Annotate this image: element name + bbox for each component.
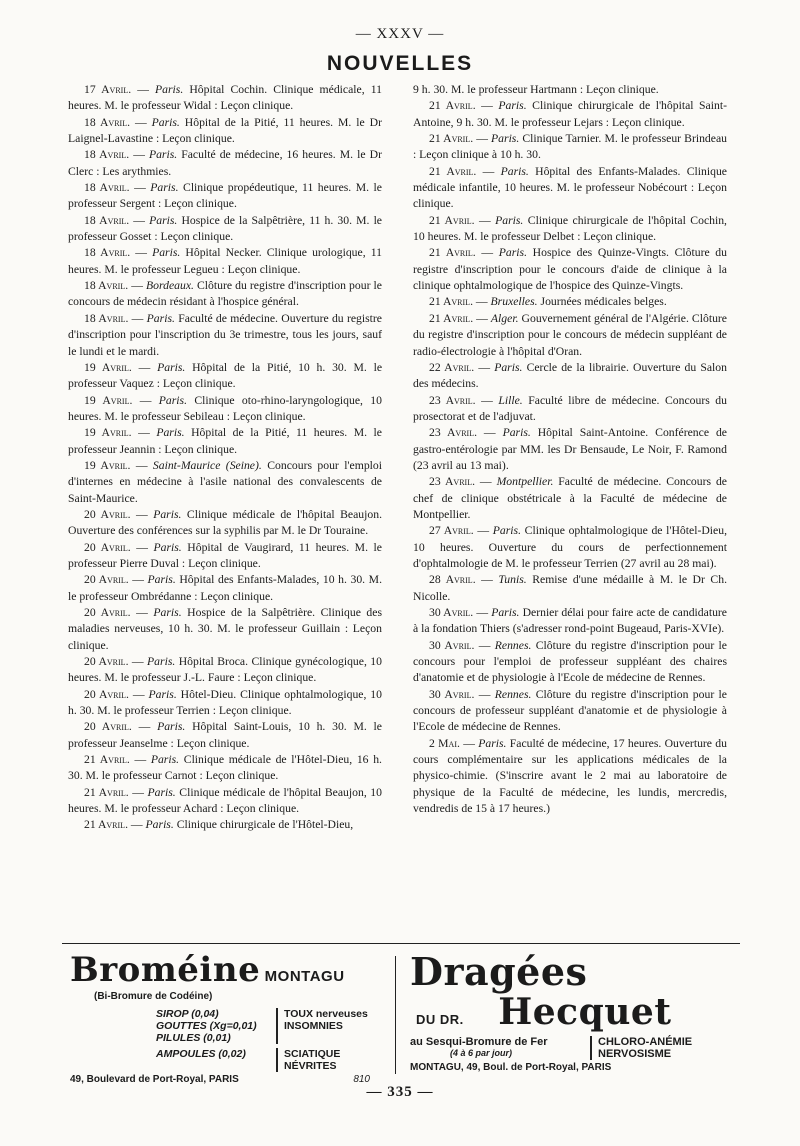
entry-text: Hôpital de Vaugirard, 11 heures. M. le professeur Pierre Duval : Leçon clinique. xyxy=(68,540,382,570)
entry-location: Paris. xyxy=(494,360,523,374)
entry-date: 21 Avril. — xyxy=(429,246,499,260)
bromeine-subtitle: (Bi-Bromure de Codéine) xyxy=(94,991,213,1002)
entry-location: Rennes. xyxy=(494,638,532,652)
entry-text: Clinique médicale de l'hôpital Beaujon. Ouverture des conférences sur la syphilis par M. le Dr Touraine. xyxy=(68,507,382,538)
dragees-brand: Dragées xyxy=(410,949,588,994)
news-entry xyxy=(413,294,727,310)
entry-location: Paris. xyxy=(491,606,520,619)
entry-location: Paris. xyxy=(149,213,178,227)
page-roman-numeral: — XXXV — xyxy=(355,26,445,42)
entry-location: Paris. xyxy=(153,606,182,619)
news-entry xyxy=(68,115,382,148)
entry-date: 20 Avril. — xyxy=(84,687,149,701)
news-entry xyxy=(413,164,727,213)
entry-date: 20 Avril. — xyxy=(84,507,154,521)
entry-date: 19 Avril. — xyxy=(84,426,157,440)
entry-text: Hôpital Saint-Antoine. Conférence de gastro-entérologie par MM. les Dr Bensaude, Le Noir, F. Ramond (23 avril au 13 mai). xyxy=(413,426,727,472)
product-gouttes: GOUTTES (Xg=0,01) xyxy=(156,1020,257,1032)
entry-text: Clôture du registre d'inscription pour le concours de médecin résidant à l'hospice général. xyxy=(68,279,382,309)
entry-date: 20 Avril. — xyxy=(84,573,148,587)
news-entry xyxy=(68,393,382,426)
entry-date: 28 Avril. — xyxy=(429,573,499,587)
entry-location: Paris. xyxy=(148,148,178,162)
entry-text: Hôpital de la Pitié, 11 heures. M. le Dr Laignel-Lavastine : Leçon clinique. xyxy=(68,115,382,146)
entry-text: Hôpital Necker. Clinique urologique, 11 heures. M. le professeur Legueu : Leçon clinique. xyxy=(68,246,382,276)
news-entry xyxy=(68,147,382,180)
entry-text: Hôpital des Enfants-Malades. Clinique médicale infantile, 10 heures. M. le professeur Nobécourt : Leçon clinique. xyxy=(413,164,727,211)
entry-location: Paris. xyxy=(146,311,175,325)
entry-text: Hospice des Quinze-Vingts. Clôture du registre d'inscription pour le concours d'aide de clinique à la clinique ophtalmologique de l'hospice des Quinze-Vingts. xyxy=(413,246,727,293)
entry-date: 21 Avril. — xyxy=(84,785,148,799)
entry-date: 21 Avril. — xyxy=(429,213,496,227)
entry-date: 21 Avril. — xyxy=(429,99,499,113)
entry-date: 21 Avril. — xyxy=(429,164,501,178)
entry-text: Hôpital Broca. Clinique gynécologique, 10 heures. M. le professeur J.-L. Faure : Leçon clinique. xyxy=(68,655,382,685)
entry-text: Faculté de médecine, 16 heures. M. le Dr Clerc : Les arythmies. xyxy=(68,148,382,178)
entry-location: Paris. xyxy=(156,426,185,440)
news-entry xyxy=(68,605,382,654)
entry-date: 22 Avril. — xyxy=(429,360,495,374)
entry-location: Paris. xyxy=(153,540,182,554)
entry-date: 21 Avril. — xyxy=(84,753,151,767)
entry-location: Rennes. xyxy=(494,687,532,701)
entry-date: 18 Avril. — xyxy=(84,279,146,293)
entry-date: 19 Avril. — xyxy=(84,360,158,374)
du-dr-label: DU DR. xyxy=(416,1012,464,1027)
entry-location: Paris. xyxy=(492,524,521,538)
entry-text: Faculté de médecine, 17 heures. Ouverture du cours complémentaire sur les applications médicales de la physico-chimie. (S'inscrire avant le 2 mai au laboratoire de physique de la Faculté de médecine, les lundis, mercredis, vendredis de 15 à 17 heures.) xyxy=(413,736,727,816)
news-entry xyxy=(68,654,382,687)
entry-location: Paris. xyxy=(500,164,529,178)
news-entry xyxy=(413,572,727,605)
entry-location: Bruxelles. xyxy=(490,295,538,309)
news-entry xyxy=(68,540,382,573)
indication-insomnies: INSOMNIES xyxy=(284,1020,343,1032)
entry-location: Paris. xyxy=(498,99,527,113)
entry-date: 20 Avril. — xyxy=(84,606,154,619)
news-entry xyxy=(413,736,727,818)
entry-location: Paris. xyxy=(155,83,184,96)
entry-location: Paris. xyxy=(478,736,507,750)
entry-date: 18 Avril. — xyxy=(84,181,151,195)
entry-location: Paris. xyxy=(158,393,187,407)
entry-text: Hôpital des Enfants-Malades, 10 h. 30. M. le professeur Ombrédanne : Leçon clinique. xyxy=(68,573,382,603)
product-sirop: SIROP (0,04) xyxy=(156,1008,219,1020)
entry-date: 30 Avril. — xyxy=(429,606,492,619)
entry-date: 18 Avril. — xyxy=(84,148,149,162)
entry-text: Clinique chirurgicale de l'hôpital Saint-Antoine, 9 h. 30. M. le professeur Lejars : Leçon clinique. xyxy=(413,99,727,129)
news-entry xyxy=(68,425,382,458)
entry-date: 21 Avril. — xyxy=(429,295,491,309)
news-entry xyxy=(413,131,727,164)
entry-location: Paris. xyxy=(150,181,179,195)
entry-date: 30 Avril. — xyxy=(429,687,495,701)
right-column xyxy=(413,82,727,817)
entry-location: Paris. xyxy=(145,818,174,832)
entry-location: Alger. xyxy=(490,311,519,325)
indication-toux: TOUX nerveuses xyxy=(284,1008,368,1020)
entry-date: 21 Avril. — xyxy=(84,818,146,832)
news-entry xyxy=(68,507,382,540)
entry-location: Paris. xyxy=(147,655,176,669)
news-entry xyxy=(68,719,382,752)
bromeine-code: 810 xyxy=(353,1074,370,1085)
entry-location: Paris. xyxy=(157,360,186,374)
hecquet-advertisement xyxy=(410,949,740,1080)
entry-text: Cercle de la librairie. Ouverture du Salon des médecins. xyxy=(413,360,727,391)
news-entry xyxy=(68,687,382,720)
entry-date: 23 Avril. — xyxy=(429,426,503,440)
entry-text: Clôture du registre d'inscription pour le concours de professeur suppléant d'anatomie et de physiologie à l'Ecole de médecine de Rennes. xyxy=(413,687,727,734)
entry-location: Paris. xyxy=(502,426,531,440)
indication-sciatique: SCIATIQUE xyxy=(284,1048,341,1060)
entry-date: 18 Avril. — xyxy=(84,213,150,227)
entry-location: Tunis. xyxy=(498,573,527,587)
entry-text: Hôpital Cochin. Clinique médicale, 11 heures. M. le professeur Widal : Leçon clinique. xyxy=(68,83,382,113)
entry-date: 2 Mai. — xyxy=(429,736,479,750)
entry-location: Paris. xyxy=(147,785,176,799)
entry-location: Bordeaux. xyxy=(146,279,194,293)
news-entry xyxy=(413,393,727,426)
entry-text: Hôpital Saint-Louis, 10 h. 30. M. le professeur Jeanselme : Leçon clinique. xyxy=(68,720,382,750)
entry-text: Hôpital de la Pitié, 10 h. 30. M. le professeur Vaquez : Leçon clinique. xyxy=(68,360,383,391)
entry-location: Paris. xyxy=(150,753,180,767)
section-title: NOUVELLES xyxy=(326,52,474,75)
sesqui-bromure-line: au Sesqui-Bromure de Fer xyxy=(410,1036,548,1048)
entry-location: Paris. xyxy=(148,687,177,701)
entry-text: Hôtel-Dieu. Clinique ophtalmologique, 10 h. 30. M. le professeur Terrien : Leçon clinique. xyxy=(68,687,382,718)
entry-location: Saint-Maurice (Seine). xyxy=(152,458,262,472)
product-ampoules: AMPOULES (0,02) xyxy=(156,1048,246,1060)
news-entry xyxy=(413,474,727,523)
news-entry xyxy=(413,638,727,687)
entry-text: 9 h. 30. M. le professeur Hartmann : Leçon clinique. xyxy=(413,83,659,96)
news-entry xyxy=(413,360,727,393)
news-entry xyxy=(413,523,727,572)
entry-date: 20 Avril. — xyxy=(84,540,154,554)
entry-location: Paris. xyxy=(147,573,176,587)
entry-text: Dernier délai pour faire acte de candidature à la fondation Thiers (s'adresser rond-point Bugeaud, Paris-XVIe). xyxy=(413,606,727,636)
indication-nevrites: NÉVRITES xyxy=(284,1060,337,1072)
entry-date: 30 Avril. — xyxy=(429,638,495,652)
news-entry xyxy=(68,245,382,278)
entry-date: 21 Avril. — xyxy=(429,132,492,146)
entry-date: 20 Avril. — xyxy=(84,720,158,734)
entry-text: Clinique chirurgicale de l'Hôtel-Dieu, xyxy=(173,818,354,832)
entry-text: Faculté de médecine. Concours de chef de clinique obstétricale à la Faculté de médecine de Montpellier. xyxy=(413,475,727,521)
entry-text: Clinique oto-rhino-laryngologique, 10 heures. M. le professeur Sebileau : Leçon clinique. xyxy=(68,393,382,423)
hecquet-brand: Hecquet xyxy=(498,991,672,1033)
entry-location: Paris. xyxy=(153,507,182,521)
entry-text: Clôture du registre d'inscription pour le concours pour l'emploi de professeur suppléant des chaires d'anatomie et de physiologie à l'Ecole de médecine de Rennes. xyxy=(413,638,727,685)
entry-date: 27 Avril. — xyxy=(429,524,493,538)
product-pilules: PILULES (0,01) xyxy=(156,1032,231,1044)
entry-text: Hôpital de la Pitié, 11 heures. M. le professeur Jeannin : Leçon clinique. xyxy=(68,426,382,456)
entry-date: 18 Avril. — xyxy=(84,246,153,260)
news-entry xyxy=(68,785,382,818)
page-number: — 335 — xyxy=(366,1084,434,1100)
entry-date: 19 Avril. — xyxy=(84,393,159,407)
indication-nervosisme: NERVOSISME xyxy=(598,1048,672,1060)
entry-location: Paris. xyxy=(157,720,186,734)
entry-location: Paris. xyxy=(495,213,524,227)
entry-location: Paris. xyxy=(498,246,528,260)
news-entry xyxy=(68,752,382,785)
entry-text: Clinique propédeutique, 11 heures. M. le professeur Sergent : Leçon clinique. xyxy=(68,181,382,211)
hecquet-address: MONTAGU, 49, Boul. de Port-Royal, PARIS xyxy=(410,1062,612,1073)
news-entry xyxy=(413,82,727,98)
news-entry xyxy=(68,278,382,311)
indication-chloro-anemie: CHLORO-ANÉMIE xyxy=(598,1036,693,1048)
entry-text: Clinique chirurgicale de l'hôpital Cochin, 10 heures. M. le professeur Delbet : Leçon clinique. xyxy=(413,213,727,244)
entry-text: Clinique médicale de l'Hôtel-Dieu, 16 h. 30. M. le professeur Carnot : Leçon clinique. xyxy=(68,753,382,783)
entry-location: Paris. xyxy=(152,246,181,260)
bromeine-advertisement xyxy=(70,950,385,1085)
news-entry xyxy=(68,180,382,213)
entry-text: Faculté de médecine. Ouverture du registre d'inscription pour l'inscription du 3e trimestre, tous les jours, sauf le lundi et le mardi. xyxy=(68,311,382,358)
news-entry xyxy=(68,360,382,393)
news-entry xyxy=(68,572,382,605)
entry-location: Montpellier. xyxy=(496,475,554,489)
news-entry xyxy=(68,82,382,115)
ad-vertical-divider xyxy=(395,956,396,1074)
entry-text: Clinique Tarnier. M. le professeur Brindeau : Leçon clinique à 10 h. 30. xyxy=(413,132,727,162)
entry-date: 18 Avril. — xyxy=(84,115,152,129)
ad-separator-rule xyxy=(62,943,740,944)
entry-text: Hospice de la Salpêtrière. Clinique des maladies nerveuses, 10 h. 30. M. le professeur Guillain : Leçon clinique. xyxy=(68,606,382,652)
entry-text: Hospice de la Salpêtrière, 11 h. 30. M. le professeur Gosset : Leçon clinique. xyxy=(68,213,382,244)
bromeine-maker: MONTAGU xyxy=(264,968,345,985)
news-entry xyxy=(413,687,727,736)
entry-date: 20 Avril. — xyxy=(84,655,148,669)
news-entry xyxy=(68,213,382,246)
entry-text: Remise d'une médaille à M. le Dr Ch. Nicolle. xyxy=(413,573,727,603)
entry-date: 18 Avril. — xyxy=(84,311,147,325)
news-entry xyxy=(68,458,382,507)
news-entry xyxy=(413,245,727,294)
bromeine-address: 49, Boulevard de Port-Royal, PARIS xyxy=(70,1074,239,1085)
news-entry xyxy=(413,605,727,638)
entry-date: 21 Avril. — xyxy=(429,311,491,325)
news-entry xyxy=(413,311,727,360)
entry-text: Clinique ophtalmologique de l'Hôtel-Dieu, 10 heures. Ouverture du cours de perfectionnement d'ophtalmologie de M. le professeur Terrien (27 avril au 28 mai). xyxy=(413,524,727,570)
entry-text: Journées médicales belges. xyxy=(537,295,667,309)
news-entry xyxy=(413,98,727,131)
entry-location: Lille. xyxy=(498,393,523,407)
entry-text: Concours pour l'emploi d'internes en médecine à l'asile national des convalescents de Saint-Maurice. xyxy=(68,458,383,505)
left-column xyxy=(68,82,382,834)
bromeine-brand: Broméine xyxy=(70,950,261,990)
entry-text: Clinique médicale de l'hôpital Beaujon, 10 heures. M. le professeur Achard : Leçon clinique. xyxy=(68,785,382,816)
entry-text: Gouvernement général de l'Algérie. Clôture du registre d'inscription pour le concours de médecin suppléant de radio-électrologie à l'hôpital d'Oran. xyxy=(413,311,727,358)
entry-location: Paris. xyxy=(151,115,180,129)
entry-date: 23 Avril. — xyxy=(429,393,499,407)
news-entry xyxy=(413,425,727,474)
news-entry xyxy=(68,311,382,360)
entry-date: 23 Avril. — xyxy=(429,475,497,489)
entry-date: 19 Avril. — xyxy=(84,458,153,472)
news-entry xyxy=(68,817,382,833)
news-entry xyxy=(413,213,727,246)
entry-text: Faculté libre de médecine. Concours du prosectorat et de l'adjuvat. xyxy=(413,393,727,423)
entry-date: 17 Avril. — xyxy=(84,83,155,96)
dose-line: (4 à 6 par jour) xyxy=(450,1048,513,1058)
entry-location: Paris. xyxy=(491,132,520,146)
